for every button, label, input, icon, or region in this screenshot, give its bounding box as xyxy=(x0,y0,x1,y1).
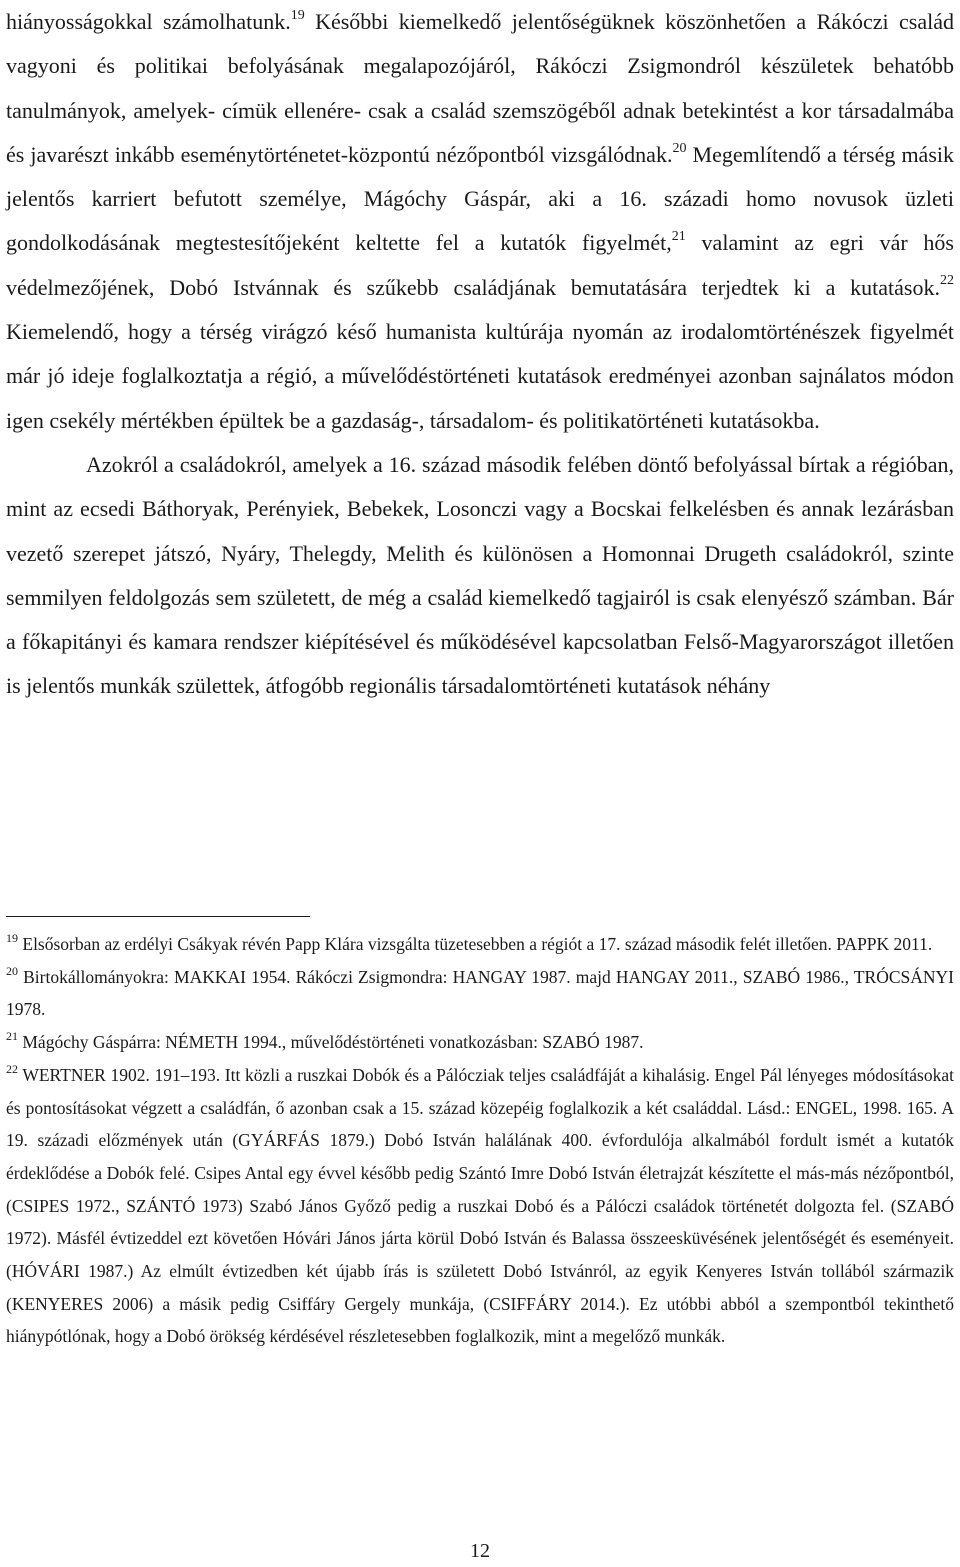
footnote-separator xyxy=(6,916,310,917)
footnote-ref-22[interactable]: 22 xyxy=(940,273,954,289)
text-run: hiányosságokkal számolhatunk. xyxy=(6,9,291,34)
text-run: Későbbi kiemelkedő jelentőségüknek köszönhetően a Rákóczi család vagyoni és politikai befolyásának megalapozójáról, Rákóczi Zsigmondról készületek behatóbb tanulmányok, amelyek- címük ellenére- csak a család szemszögéből adnak betekintést a kor társadalmába és javarészt inkább eseménytörténetet-központú nézőpontból vizsgálódnak. xyxy=(6,9,954,167)
footnote-text: Elsősorban az erdélyi Csákyak révén Papp Klára vizsgálta tüzetesebben a régiót a 17. század második felét illetően. PAPPK 2011. xyxy=(18,934,933,954)
footnote-text: Mágóchy Gáspárra: NÉMETH 1994., művelődéstörténeti vonatkozásban: SZABÓ 1987. xyxy=(18,1032,644,1053)
footnote-ref-19[interactable]: 19 xyxy=(290,7,305,23)
footnote-ref-20[interactable]: 20 xyxy=(672,140,687,156)
footnote-text: Birtokállományokra: MAKKAI 1954. Rákóczi Zsigmondra: HANGAY 1987. majd HANGAY 2011., SZABÓ 1986., TRÓCSÁNYI 1978. xyxy=(6,966,954,1020)
footnote-number: 21 xyxy=(6,1029,18,1044)
footnote-20 xyxy=(6,961,954,1026)
footnote-21 xyxy=(6,1026,954,1059)
footnotes xyxy=(6,928,954,1353)
footnote-22 xyxy=(6,1059,954,1353)
text-run: Kiemelendő, hogy a térség virágzó késő humanista kultúrája nyomán az irodalomtörténészek figyelmét már jó ideje foglalkoztatja a régió, a művelődéstörténeti kutatások eredményei azonban sajnálatos módon igen csekély mértékben épültek be a gazdaság-, társadalom- és politikatörténeti kutatásokba. xyxy=(6,319,954,433)
footnote-ref-21[interactable]: 21 xyxy=(671,229,686,245)
footnote-19 xyxy=(6,928,954,961)
footnote-number: 19 xyxy=(6,931,18,946)
text-run: valamint az egri vár hős védelmezőjének, Dobó Istvánnak és szűkebb családjának bemutatására terjedtek ki a kutatások. xyxy=(6,230,954,300)
footnote-number: 20 xyxy=(6,963,18,978)
paragraph-2: Azokról a családokról, amelyek a 16. század második felében döntő befolyással bírtak a régióban, mint az ecsedi Báthoryak, Perényiek, Bebekek, Losonczi vagy a Bocskai felkelésben és annak lezárásban vezető szerepet játszó, Nyáry, Thelegdy, Melith és különösen a Homonnai Drugeth családokról, szinte semmilyen feldolgozás sem született, de még a család kiemelkedő tagjairól is csak elenyésző számban. Bár a főkapitányi és kamara rendszer kiépítésével és működésével kapcsolatban Felső-Magyarországot illetően is jelentős munkák születtek, átfogóbb regionális társadalomtörténeti kutatások néhány xyxy=(6,451,954,699)
page-number: 12 xyxy=(470,1540,490,1562)
footnote-text: WERTNER 1902. 191–193. Itt közli a ruszkai Dobók és a Pálócziak teljes családfáját a kihalásig. Engel Pál lényeges módosításokat és pontosításokat végzett a családfán, ő azonban csak a 15. század közepéig foglalkozik a két családdal. Lásd.: ENGEL, 1998. 165. A 19. századi előzmények után (GYÁRFÁS 1879.) Dobó István halálának 400. évfordulója alkalmából fordult ismét a kutatók érdeklődése a Dobók felé. Csipes Antal egy évvel később pedig Szántó Imre Dobó István életrajzát készítette el más-más nézőpontból, (CSIPES 1972., SZÁNTÓ 1973) Szabó János Győző pedig a ruszkai Dobó és a Pálóczi családok történetét dolgozta fel. (SZABÓ 1972). Másfél évtizeddel ezt követően Hóvári János járta körül Dobó István és Balassa összeesküvésének jelentőségét és eseményeit. (HÓVÁRI 1987.) Az elmúlt évtizedben két újabb írás is született Dobó Istvánról, az egyik Kenyeres István tollából származik (KENYERES 2006) a másik pedig Csiffáry Gergely munkája, (CSIFFÁRY 2014.). Ez utóbbi abból a szempontból tekinthető hiánypótlónak, hogy a Dobó örökség kérdésével részletesebben foglalkozik, mint a megelőző munkák. xyxy=(6,1064,954,1347)
footnote-number: 22 xyxy=(6,1061,18,1076)
main-text xyxy=(6,0,954,709)
text-run: Megemlítendő a térség másik jelentős karriert befutott személye, Mágóchy Gáspár, aki a 16. századi homo novusok üzleti gondolkodásának megtestesítőjeként keltette fel a kutatók figyelmét, xyxy=(6,141,954,256)
paragraph-1 xyxy=(6,0,954,443)
